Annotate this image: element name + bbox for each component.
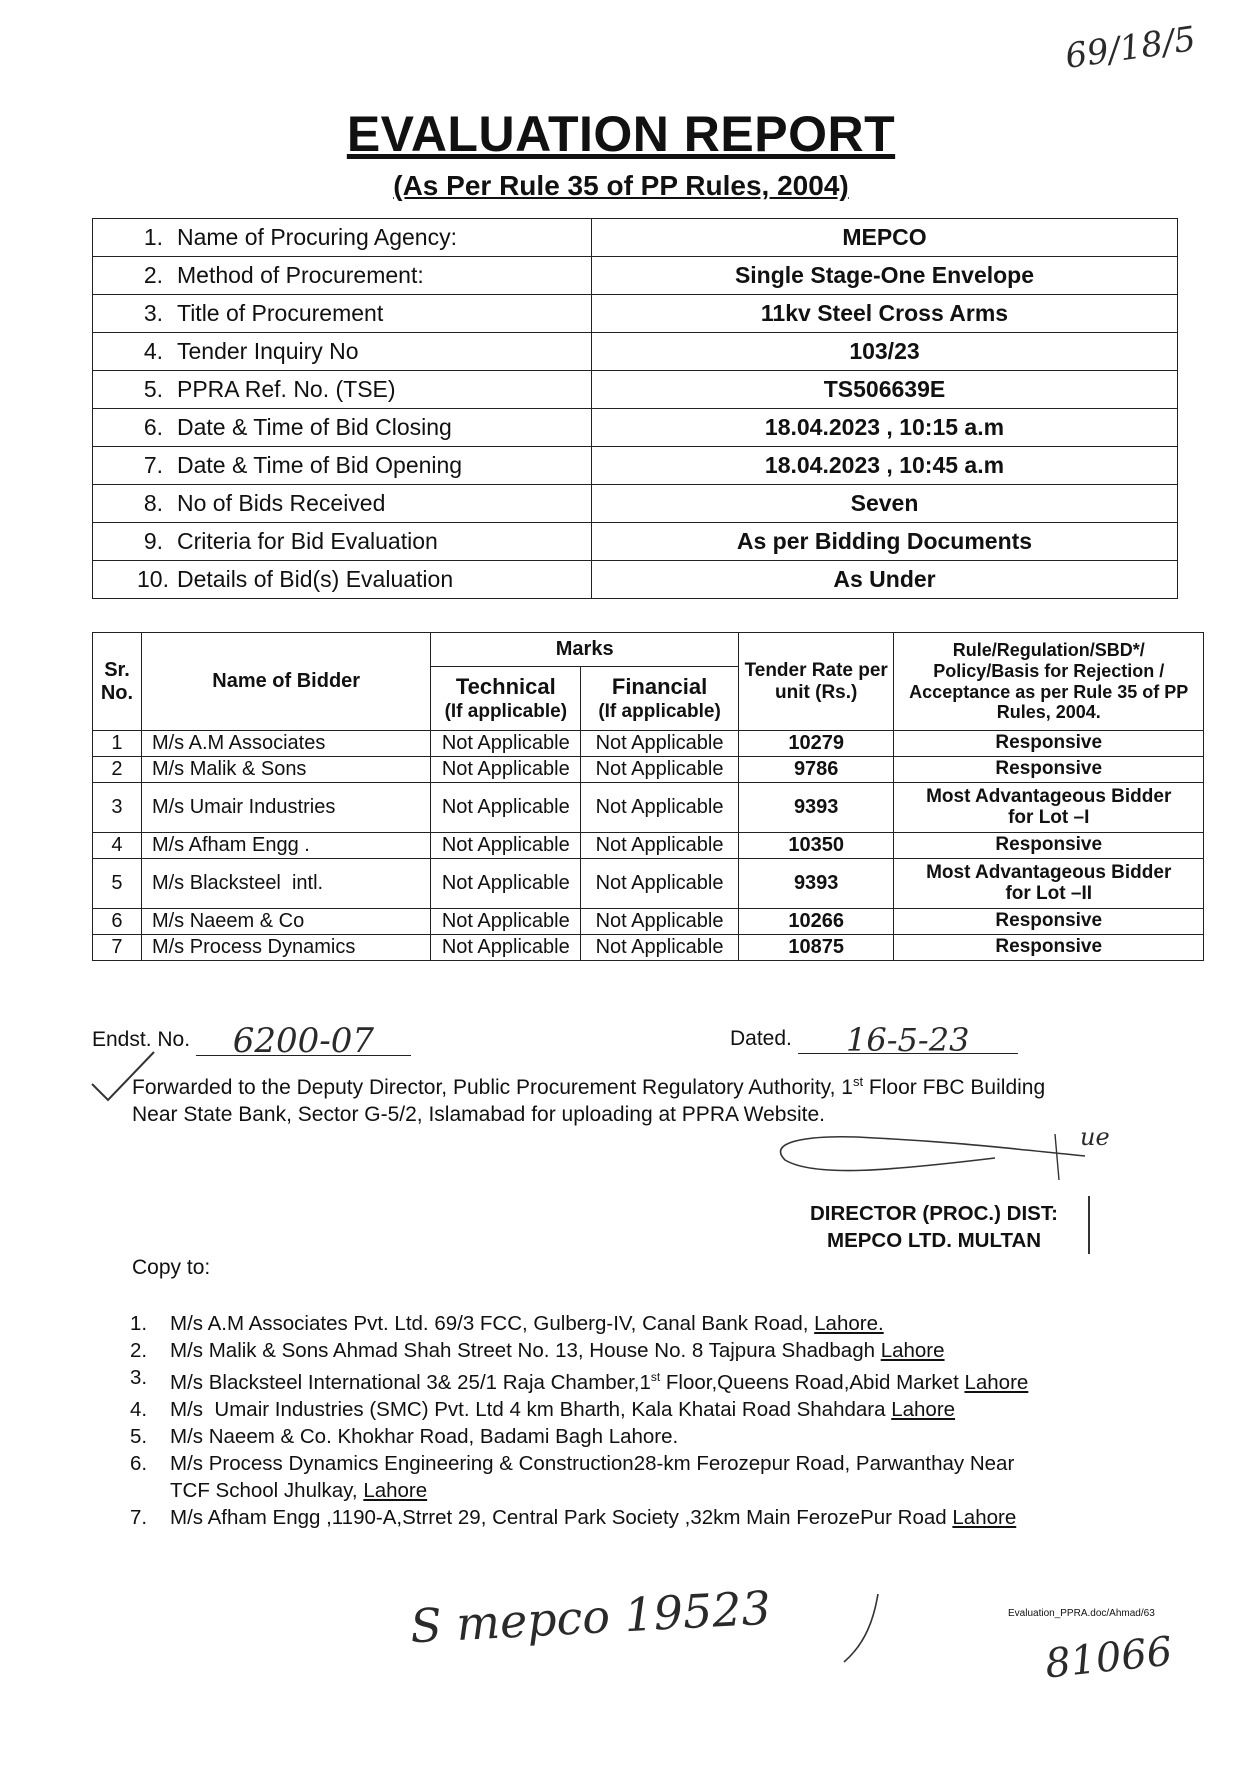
info-row — [93, 257, 1178, 295]
endst-number: 6200-07 — [196, 1015, 411, 1056]
header-rule-basis: Rule/Regulation/SBD*/ Policy/Basis for Rejection / Acceptance as per Rule 35 of PP Rules, 2004. — [894, 633, 1204, 731]
list-item: 3. M/s Blacksteel International 3& 25/1 Raja Chamber,1st Floor,Queens Road,Abid Market Lahore — [130, 1366, 1029, 1394]
info-value: MEPCO — [592, 219, 1178, 257]
info-row — [93, 485, 1178, 523]
table-row: 4 M/s Afham Engg . Not Applicable Not Applicable 10350 Responsive — [93, 833, 1204, 859]
header-tender-rate: Tender Rate per unit (Rs.) — [738, 633, 894, 731]
header-bidder-name: Name of Bidder — [141, 633, 430, 731]
dated-label: Dated. — [730, 1027, 792, 1050]
info-label: 9. Criteria for Bid Evaluation — [93, 523, 592, 561]
info-value: 103/23 — [592, 333, 1178, 371]
table-row: 2 M/s Malik & Sons Not Applicable Not Applicable 9786 Responsive — [93, 757, 1204, 783]
info-row — [93, 333, 1178, 371]
info-row — [93, 219, 1178, 257]
header-sr-no: Sr. No. — [93, 633, 142, 731]
signature-initials: ue — [1080, 1123, 1110, 1151]
handwritten-stroke — [838, 1588, 888, 1668]
header-financial: Financial (If applicable) — [581, 667, 739, 731]
info-value: TS506639E — [592, 371, 1178, 409]
info-value: 18.04.2023 , 10:45 a.m — [592, 447, 1178, 485]
info-value: 11kv Steel Cross Arms — [592, 295, 1178, 333]
signatory-block — [810, 1200, 1058, 1254]
dated-value: 16-5-23 — [798, 1015, 1018, 1054]
info-row — [93, 371, 1178, 409]
info-label: 3. Title of Procurement — [93, 295, 592, 333]
info-label: 5. PPRA Ref. No. (TSE) — [93, 371, 592, 409]
info-label: 4. Tender Inquiry No — [93, 333, 592, 371]
info-row — [93, 447, 1178, 485]
info-label: 6. Date & Time of Bid Closing — [93, 409, 592, 447]
header-technical: Technical (If applicable) — [431, 667, 581, 731]
handwritten-bottom-number: 81066 — [1042, 1628, 1175, 1688]
signatory-line2: MEPCO LTD. MULTAN — [827, 1229, 1042, 1252]
corner-note-text: 69/18/5 — [1062, 19, 1199, 77]
table-row: 7 M/s Process Dynamics Not Applicable Not Applicable 10875 Responsive — [93, 935, 1204, 961]
signatory-line1: DIRECTOR (PROC.) DIST: — [810, 1202, 1058, 1225]
info-value: As Under — [592, 561, 1178, 599]
info-row — [93, 295, 1178, 333]
list-item: 5. M/s Naeem & Co. Khokhar Road, Badami Bagh Lahore. — [130, 1424, 679, 1448]
table-row: 6 M/s Naeem & Co Not Applicable Not Applicable 10266 Responsive — [93, 909, 1204, 935]
forwarded-paragraph: Forwarded to the Deputy Director, Public Procurement Regulatory Authority, 1st Floor FBC Building Near State Bank, Sector G-5/2, Islamabad for uploading at PPRA Website. — [132, 1074, 1046, 1126]
copy-to-list — [130, 1310, 1028, 1531]
list-item: 6. M/s Process Dynamics Engineering & Construction28-km Ferozepur Road, Parwanthay Near TCF School Jhulkay, Lahore — [130, 1451, 1015, 1502]
info-value: As per Bidding Documents — [592, 523, 1178, 561]
info-label: 8. No of Bids Received — [93, 485, 592, 523]
info-row — [93, 409, 1178, 447]
file-reference: Evaluation_PPRA.doc/Ahmad/63 — [1008, 1608, 1155, 1619]
dated-line — [730, 1015, 1018, 1059]
header-marks: Marks — [431, 633, 739, 667]
info-value: Single Stage-One Envelope — [592, 257, 1178, 295]
info-label: 2. Method of Procurement: — [93, 257, 592, 295]
list-item: 2. M/s Malik & Sons Ahmad Shah Street No. 13, House No. 8 Tajpura Shadbagh Lahore — [130, 1339, 945, 1362]
info-value: Seven — [592, 485, 1178, 523]
handwritten-corner-note — [1063, 19, 1198, 77]
page-title: EVALUATION REPORT — [346, 106, 896, 162]
info-row — [93, 523, 1178, 561]
list-item: 1. M/s A.M Associates Pvt. Ltd. 69/3 FCC, Gulberg-IV, Canal Bank Road, Lahore. — [130, 1312, 884, 1335]
info-value: 18.04.2023 , 10:15 a.m — [592, 409, 1178, 447]
info-label: 7. Date & Time of Bid Opening — [93, 447, 592, 485]
handwritten-bottom-note: S mepco 19523 — [408, 1580, 773, 1654]
list-item: 7. M/s Afham Engg ,1190-A,Strret 29, Central Park Society ,32km Main FerozePur Road Lahore — [130, 1505, 1017, 1529]
info-label: 10. Details of Bid(s) Evaluation — [93, 561, 592, 599]
procurement-info-table — [92, 218, 1178, 599]
list-item: 4. M/s Umair Industries (SMC) Pvt. Ltd 4 km Bharth, Kala Khatai Road Shahdara Lahore — [130, 1397, 956, 1421]
endst-label: Endst. No. — [92, 1028, 191, 1051]
signature-mark — [755, 1120, 1115, 1200]
bids-evaluation-table — [92, 632, 1204, 961]
page-subtitle: (As Per Rule 35 of PP Rules, 2004) — [393, 170, 849, 201]
info-row — [93, 561, 1178, 599]
copy-to-label: Copy to: — [132, 1256, 211, 1279]
table-row: 5 M/s Blacksteel intl. Not Applicable Not Applicable 9393 Most Advantageous Bidder for Lot –II — [93, 859, 1204, 909]
info-label: 1. Name of Procuring Agency: — [93, 219, 592, 257]
table-row: 1 M/s A.M Associates Not Applicable Not Applicable 10279 Responsive — [93, 731, 1204, 757]
stamp-border-line — [1088, 1196, 1090, 1254]
table-row: 3 M/s Umair Industries Not Applicable Not Applicable 9393 Most Advantageous Bidder for Lot –I — [93, 783, 1204, 833]
